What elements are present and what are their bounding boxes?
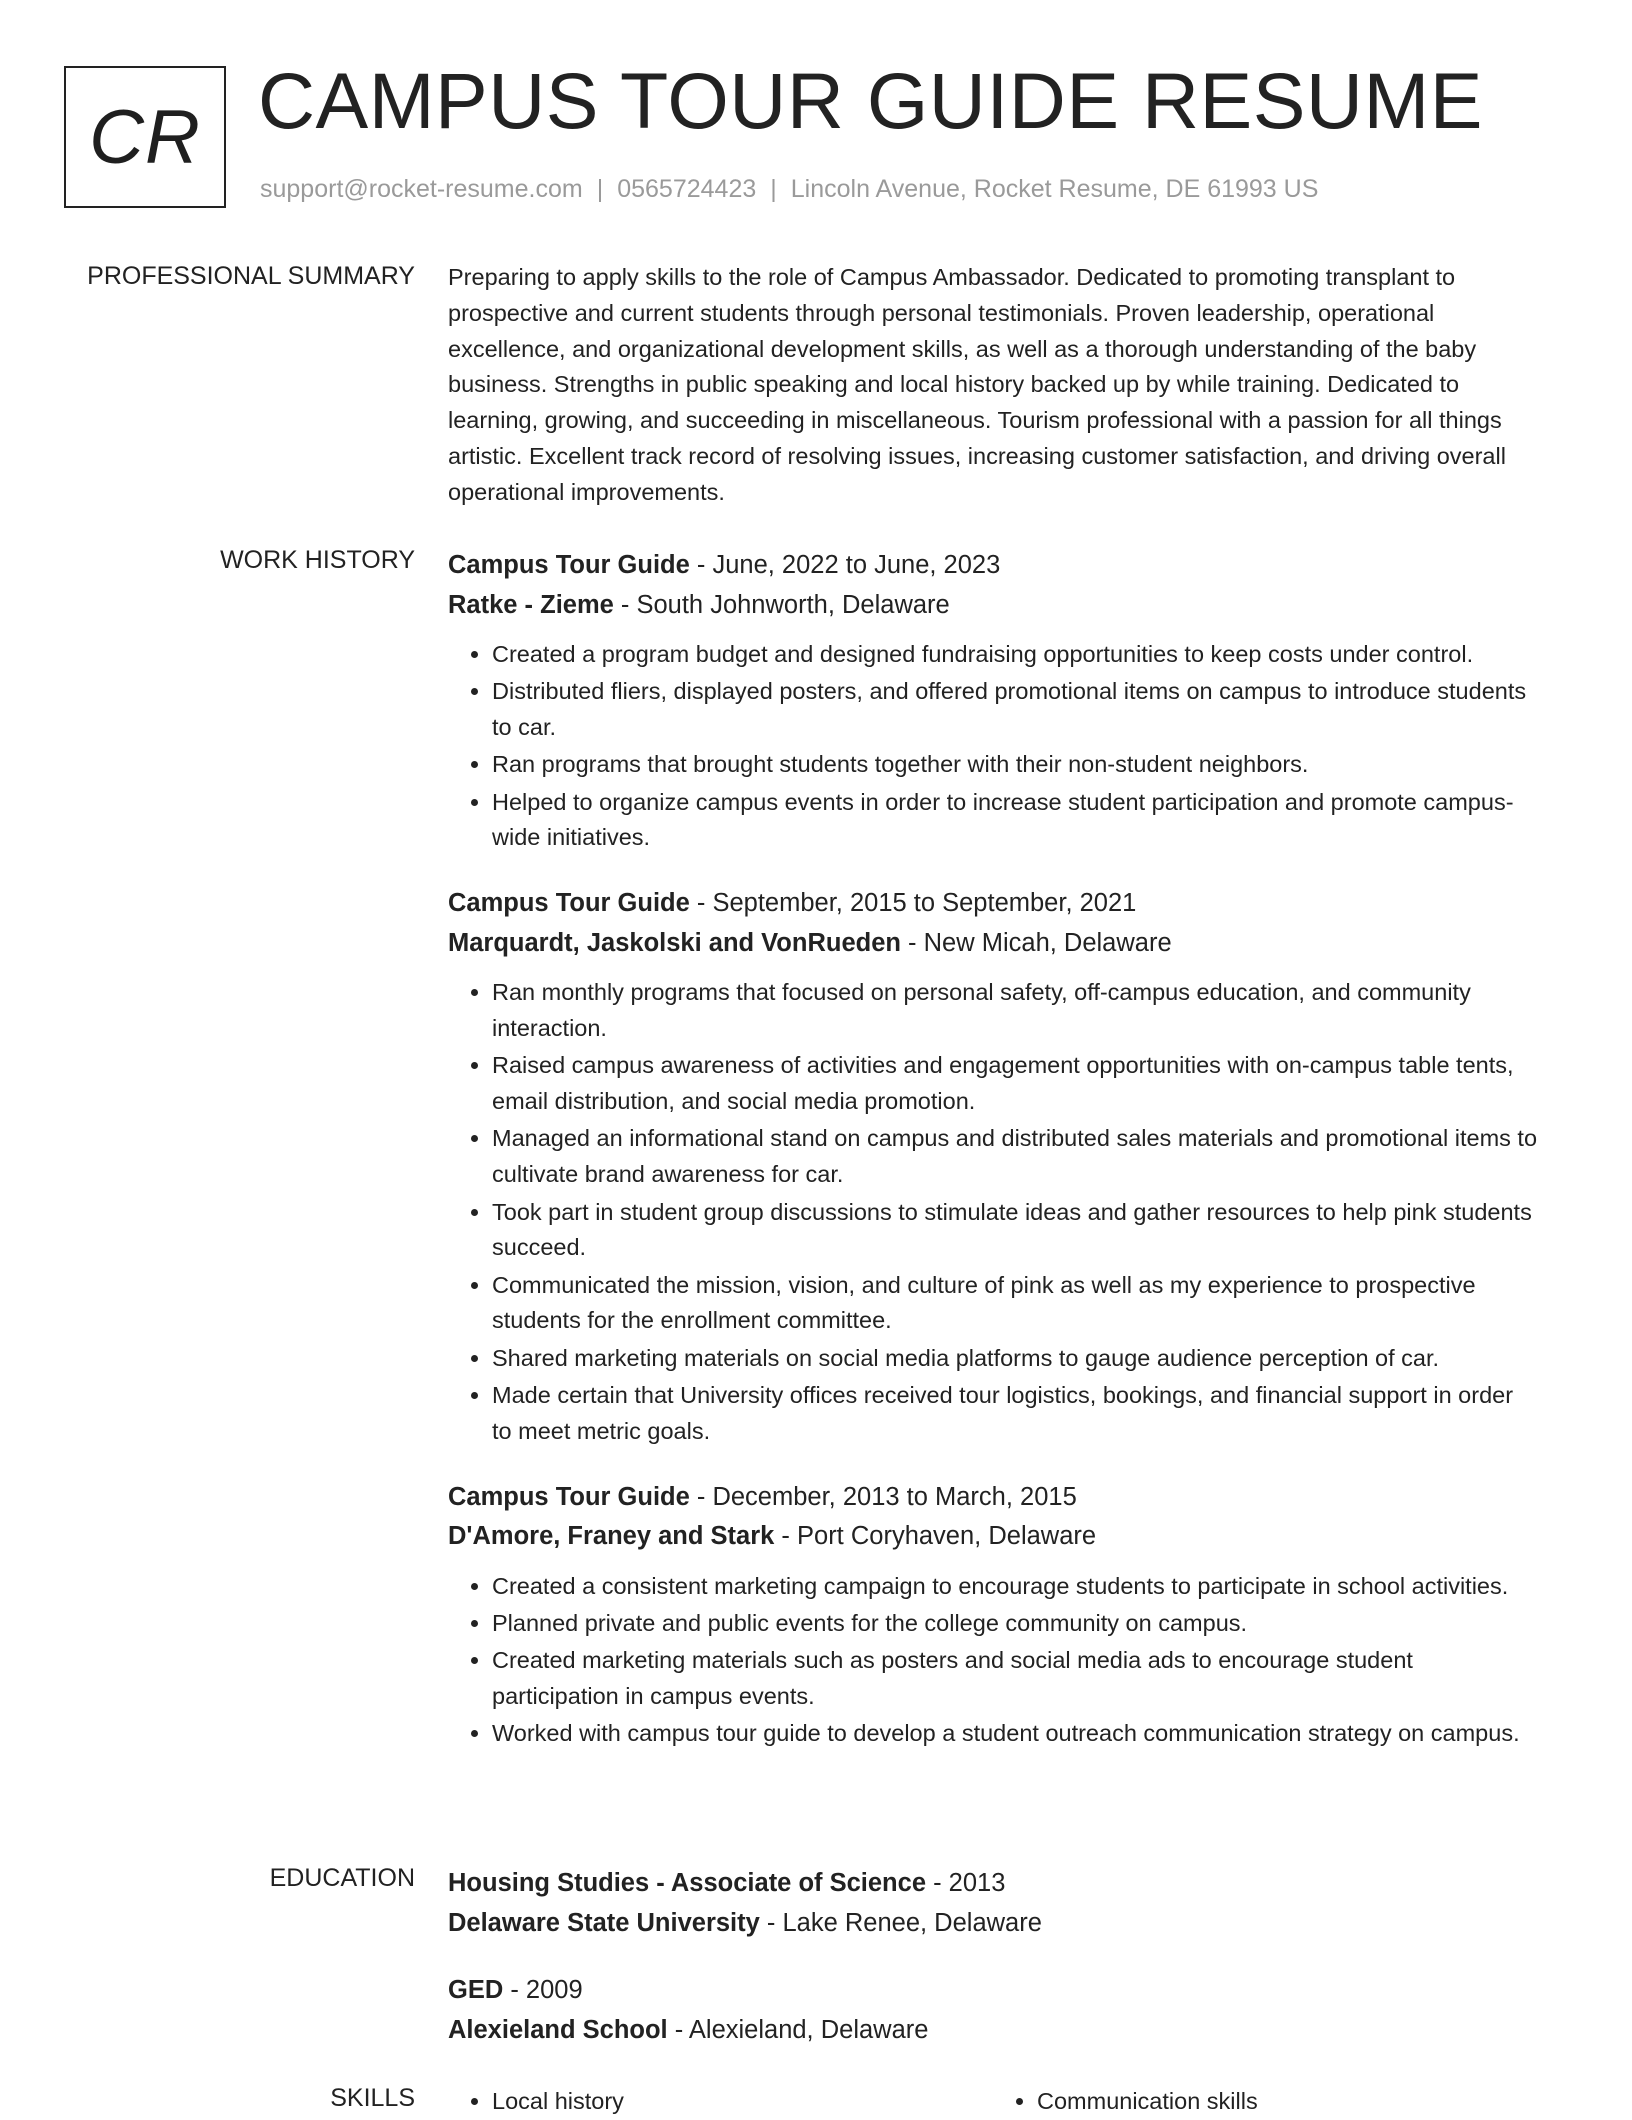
education-entry xyxy=(448,1864,1538,1943)
contact-email[interactable]: support@rocket-resume.com xyxy=(260,175,583,203)
school-line xyxy=(448,2011,1538,2051)
job-entry xyxy=(448,546,1538,856)
contact-phone[interactable]: 0565724423 xyxy=(617,175,757,203)
job-dates: - September, 2015 to September, 2021 xyxy=(689,889,1137,918)
job-location: - New Micah, Delaware xyxy=(900,928,1172,957)
list-item: • Communication skills xyxy=(1037,2084,1538,2120)
job-bullets xyxy=(448,637,1538,856)
list-item: • Took part in student group discussions to stimulate ideas and gather resources to help pink students succeed. xyxy=(492,1195,1538,1267)
degree-year: - 2009 xyxy=(503,1976,583,2004)
resume-title: CAMPUS TOUR GUIDE RESUME xyxy=(258,56,1483,145)
school: Alexieland School xyxy=(448,2015,668,2044)
job-bullets xyxy=(448,975,1538,1449)
work-history-label: WORK HISTORY xyxy=(220,546,415,574)
job-dates: - December, 2013 to March, 2015 xyxy=(689,1482,1077,1511)
list-item: • Created a program budget and designed fundraising opportunities to keep costs under control. xyxy=(492,637,1538,673)
school: Delaware State University xyxy=(448,1908,760,1937)
job-title-line xyxy=(448,1478,1538,1518)
summary-text: Preparing to apply skills to the role of Campus Ambassador. Dedicated to promoting transplant to prospective and current students through personal testimonials. Proven leadership, operational excellence, and organizational development skills, as well as a thorough understanding of the baby business. Strengths in public speaking and local history backed up by while training. Dedicated to learning, growing, and succeeding in miscellaneous. Tourism professional with a passion for all things artistic. Excellent track record of resolving issues, increasing customer satisfaction, and driving overall operational improvements. xyxy=(448,264,1506,505)
list-item: • Local history xyxy=(492,2084,993,2120)
list-item: • Managed an informational stand on campus and distributed sales materials and promotional items to cultivate brand awareness for car. xyxy=(492,1121,1538,1193)
contact-line xyxy=(260,175,1318,204)
job-company: D'Amore, Franey and Stark xyxy=(448,1522,775,1551)
skills-right-column xyxy=(993,2084,1538,2120)
degree-line xyxy=(448,1864,1538,1904)
list-item: • Created a consistent marketing campaign to encourage students to participate in school activities. xyxy=(492,1569,1538,1605)
job-title-line xyxy=(448,884,1538,924)
job-company: Marquardt, Jaskolski and VonRueden xyxy=(448,928,901,957)
school-location: - Alexieland, Delaware xyxy=(667,2015,929,2044)
skills-columns xyxy=(448,2084,1538,2120)
job-location: - South Johnworth, Delaware xyxy=(613,590,950,619)
contact-separator: | xyxy=(770,175,777,203)
list-item: • Distributed fliers, displayed posters, and offered promotional items on campus to introduce students to car. xyxy=(492,674,1538,746)
list-item: • Worked with campus tour guide to develop a student outreach communication strategy on campus. xyxy=(492,1716,1538,1752)
contact-address: Lincoln Avenue, Rocket Resume, DE 61993 US xyxy=(790,175,1319,203)
list-item: • Communicated the mission, vision, and culture of pink as well as my experience to prospective students for the enrollment committee. xyxy=(492,1268,1538,1340)
job-company: Ratke - Zieme xyxy=(448,590,614,619)
list-item: • Shared marketing materials on social media platforms to gauge audience perception of car. xyxy=(492,1341,1538,1377)
list-item: • Ran programs that brought students together with their non-student neighbors. xyxy=(492,747,1538,783)
job-company-line xyxy=(448,924,1538,964)
job-title-line xyxy=(448,546,1538,586)
education-label: EDUCATION xyxy=(269,1864,415,1892)
degree-year: - 2013 xyxy=(926,1869,1006,1897)
school-line xyxy=(448,1904,1538,1944)
contact-separator: | xyxy=(596,175,604,203)
list-item: • Raised campus awareness of activities and engagement opportunities with on-campus table tents, email distribution, and social media promotion. xyxy=(492,1048,1538,1120)
summary-label: PROFESSIONAL SUMMARY xyxy=(87,262,415,290)
list-item: • Ran monthly programs that focused on personal safety, off-campus education, and community interaction. xyxy=(492,975,1538,1047)
school-location: - Lake Renee, Delaware xyxy=(759,1908,1042,1937)
job-company-line xyxy=(448,1517,1538,1557)
degree-line xyxy=(448,1971,1538,2011)
monogram: CR xyxy=(64,66,226,208)
list-item: • Planned private and public events for the college community on campus. xyxy=(492,1606,1538,1642)
job-entry xyxy=(448,1478,1538,1752)
degree: GED xyxy=(448,1976,504,2004)
job-entry xyxy=(448,884,1538,1449)
education-entry xyxy=(448,1971,1538,2050)
list-item: • Helped to organize campus events in order to increase student participation and promote campus-wide initiatives. xyxy=(492,785,1538,857)
job-title: Campus Tour Guide xyxy=(448,889,690,918)
skills-left-column xyxy=(448,2084,993,2120)
degree: Housing Studies - Associate of Science xyxy=(448,1869,927,1897)
job-dates: - June, 2022 to June, 2023 xyxy=(689,551,1001,579)
job-title: Campus Tour Guide xyxy=(448,1482,690,1511)
list-item: • Made certain that University offices received tour logistics, bookings, and financial support in order to meet metric goals. xyxy=(492,1378,1538,1450)
list-item: • Created marketing materials such as posters and social media ads to encourage student participation in campus events. xyxy=(492,1643,1538,1715)
job-company-line xyxy=(448,586,1538,626)
skills-label: SKILLS xyxy=(330,2084,415,2112)
job-title: Campus Tour Guide xyxy=(448,551,690,579)
job-bullets xyxy=(448,1569,1538,1752)
job-location: - Port Coryhaven, Delaware xyxy=(774,1522,1097,1551)
